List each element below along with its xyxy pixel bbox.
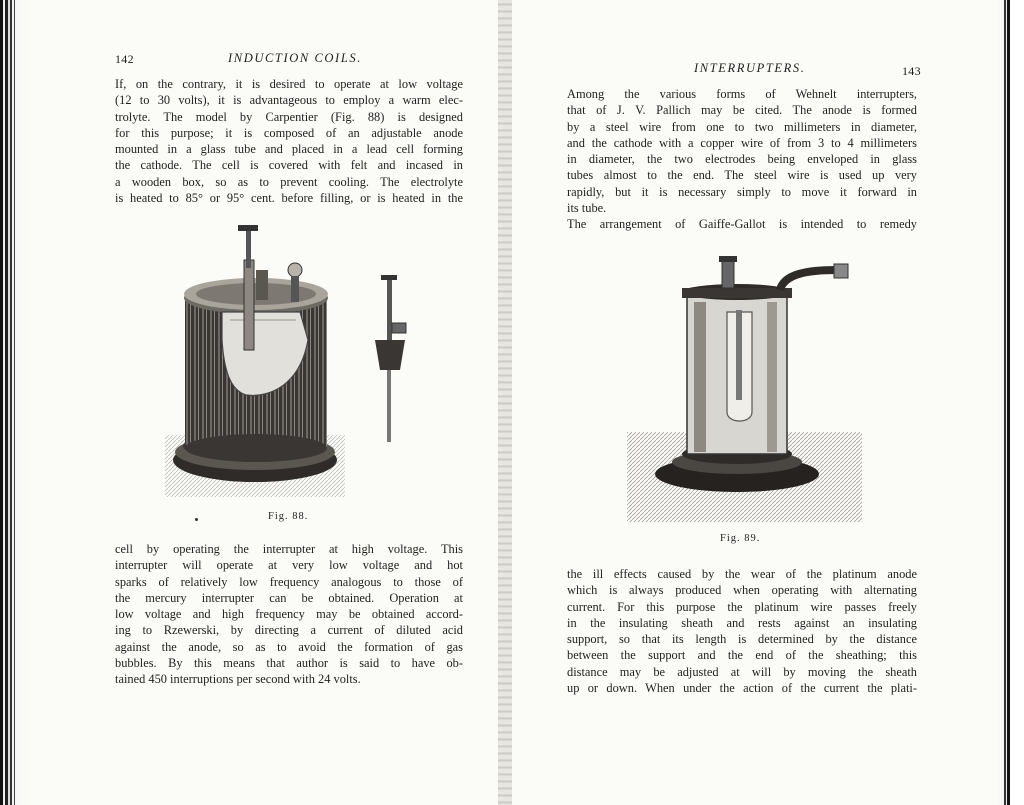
text-line: trolyte. The model by Carpentier (Fig. 88) is designed — [115, 109, 463, 124]
text-line: low voltage and high frequency may be obtained accord- — [115, 607, 463, 622]
text-line: bubbles. By this means that author is said to have ob- — [115, 656, 463, 671]
text-line: interrupter will operate at very low voltage and hot — [115, 558, 463, 573]
text-line: tubes almost to the end. The steel wire is used up very — [567, 168, 917, 183]
text-line: between the support and the end of the sheathing; this — [567, 648, 917, 663]
text-line: up or down. When under the action of the current the plati- — [567, 681, 917, 696]
text-line: and the cathode with a copper wire of from 3 to 4 millimeters — [567, 135, 917, 150]
paragraph — [115, 76, 463, 206]
text-line: in diameter, the two electrodes being enveloped in glass — [567, 152, 917, 167]
text-line: that of J. V. Pallich may be cited. The anode is formed — [567, 103, 917, 118]
left-page — [0, 0, 508, 805]
running-head: INTERRUPTERS. — [694, 61, 806, 75]
paragraph — [567, 86, 917, 216]
text-line: support, so that its length is determined by the distance — [567, 632, 917, 647]
text-line: mounted in a glass tube and placed in a lead cell forming — [115, 142, 463, 157]
text-line: tained 450 interruptions per second with 24 volts. — [115, 672, 361, 687]
left-page-edge — [0, 0, 28, 805]
text-line: cell by operating the interrupter at high voltage. This — [115, 542, 463, 556]
paragraph — [567, 216, 917, 232]
text-line: distance may be adjusted at will by moving the sheath — [567, 664, 917, 679]
text-line: If, on the contrary, it is desired to operate at low voltage — [115, 77, 463, 91]
text-line: Among the various forms of Wehnelt interrupters, — [567, 87, 917, 101]
running-head: INDUCTION COILS. — [228, 51, 362, 65]
paragraph — [567, 566, 917, 696]
speck — [195, 518, 198, 521]
text-line: against the anode, so as to avoid the formation of gas — [115, 639, 463, 654]
text-line: rapidly, but it is necessary simply to move it forward in — [567, 184, 917, 199]
figure-89-illustration — [612, 252, 872, 527]
text-line: the cathode. The cell is covered with felt and incased in — [115, 158, 463, 173]
figure-caption: Fig. 89. — [720, 533, 761, 544]
figure-88-illustration — [160, 220, 430, 505]
page-number: 143 — [902, 64, 921, 78]
text-line: which is always produced when operating with alternating — [567, 583, 917, 598]
text-line: a wooden box, so as to prevent cooling. The electrolyte — [115, 174, 463, 189]
paragraph — [115, 541, 463, 688]
text-line: sparks of relatively low frequency analogous to those of — [115, 574, 463, 589]
text-line: The arrangement of Gaiffe-Gallot is intended to remedy — [567, 217, 917, 231]
right-page-edge — [998, 0, 1024, 805]
text-line: by a steel wire from one to two millimeters in diameter, — [567, 119, 917, 134]
text-line: in the insulating sheath and rests against an insulating — [567, 615, 917, 630]
text-line: current. For this purpose the platinum wire passes freely — [567, 599, 917, 614]
text-line: is heated to 85° or 95° cent. before filling, or is heated in the — [115, 191, 463, 206]
page-number: 142 — [115, 52, 134, 66]
figure-caption: Fig. 88. — [268, 511, 309, 522]
text-line: its tube. — [567, 201, 607, 216]
text-line: the mercury interrupter can be obtained. Operation at — [115, 590, 463, 605]
text-line: for this purpose; it is composed of an adjustable anode — [115, 125, 463, 140]
text-line: ing to Rzewerski, by directing a current of diluted acid — [115, 623, 463, 638]
text-line: the ill effects caused by the wear of the platinum anode — [567, 567, 917, 581]
text-line: (12 to 30 volts), it is advantageous to employ a warm elec- — [115, 93, 463, 108]
right-page — [512, 0, 1024, 805]
